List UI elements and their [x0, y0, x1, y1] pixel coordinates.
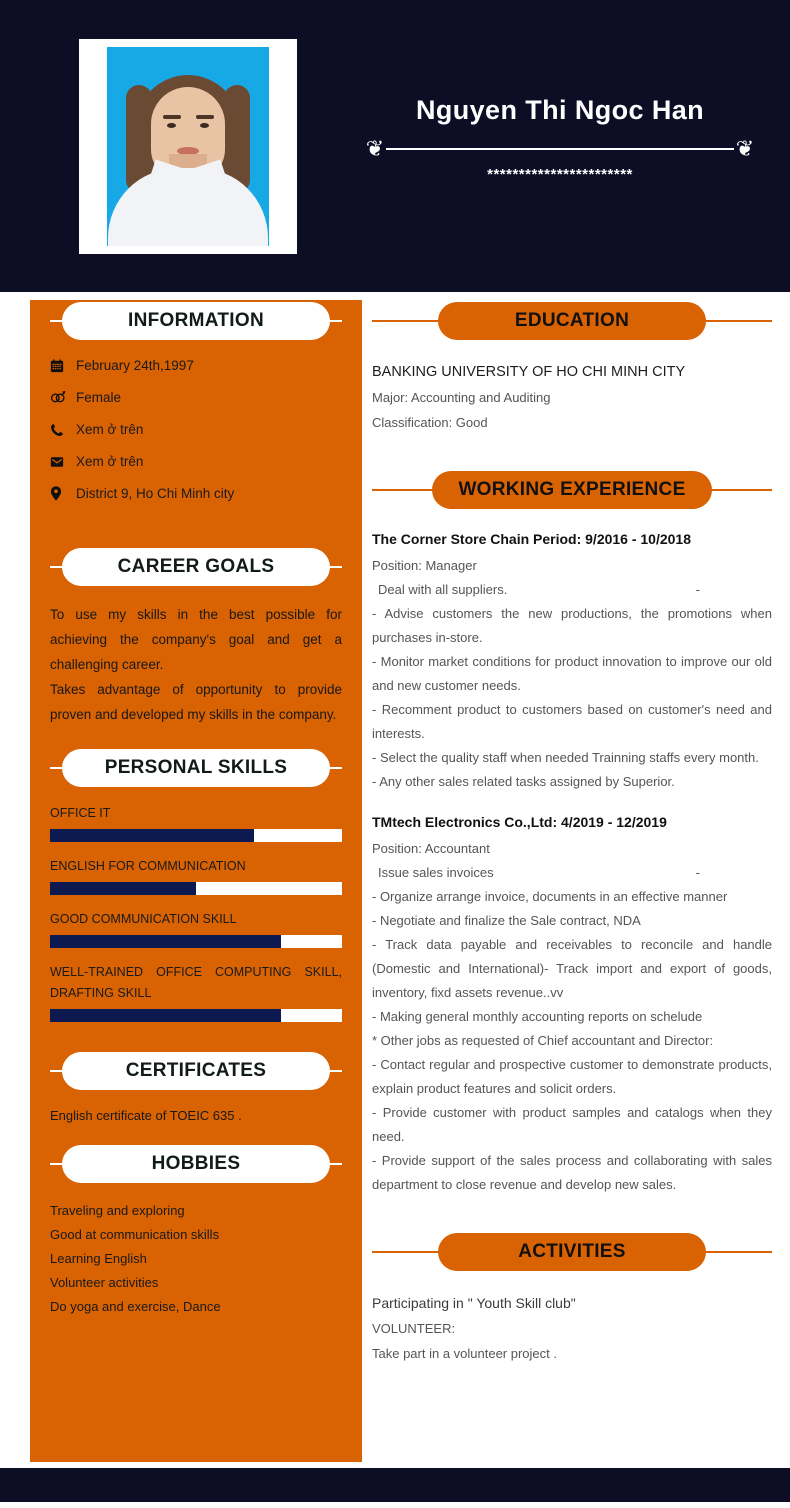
skill-bar-track — [50, 935, 342, 948]
gender-icon — [50, 390, 76, 405]
list-item: Good at communication skills — [50, 1227, 220, 1242]
job-duty: - Recomment product to customers based on customer's need and interests. — [372, 702, 772, 741]
info-row-email — [50, 454, 342, 469]
skill-item — [50, 803, 342, 842]
header-title-block — [350, 95, 770, 183]
skill-bar-fill — [50, 1009, 281, 1022]
job-duty: - Making general monthly accounting reports on schelude — [372, 1009, 703, 1024]
job-duty: - Any other sales related tasks assigned by Superior. — [372, 774, 675, 789]
activities-title: ACTIVITIES — [438, 1233, 706, 1271]
skill-item — [50, 909, 342, 948]
skill-bar-track — [50, 829, 342, 842]
main-column — [372, 300, 772, 1366]
job-duty: - Provide support of the sales process and collaborating with sales department to close revenue and develop new sales. — [372, 1153, 772, 1192]
information-title: INFORMATION — [62, 302, 330, 340]
job-duty: - Track data payable and receivables to reconcile and handle (Domestic and International)- Track import and export of goods, inventory, fixd assets revenue..vv — [372, 937, 772, 1000]
skill-bar-fill — [50, 829, 254, 842]
skill-label: GOOD COMMUNICATION SKILL — [50, 912, 237, 926]
job-position: Position: Accountant — [372, 841, 490, 856]
skill-label: ENGLISH FOR COMMUNICATION — [50, 859, 246, 873]
candidate-name: Nguyen Thi Ngoc Han — [415, 95, 705, 125]
skill-label: WELL-TRAINED OFFICE COMPUTING SKILL, DRAFTING SKILL — [50, 965, 342, 1000]
skill-bar-track — [50, 882, 342, 895]
information-list — [50, 358, 342, 501]
career-goals-paragraph-1: To use my skills in the best possible for achieving the company's goal and get a challenging career. — [50, 607, 342, 672]
phone-icon — [50, 423, 76, 437]
photo-brow-right — [196, 115, 214, 119]
activities-header — [372, 1231, 772, 1273]
section-career-goals — [30, 546, 362, 727]
section-information — [30, 300, 362, 501]
education-school: BANKING UNIVERSITY OF HO CHI MINH CITY — [372, 364, 686, 380]
section-education — [372, 300, 772, 435]
job-duty: - Contact regular and prospective customer to demonstrate products, explain product features and solicit orders. — [372, 1057, 772, 1096]
list-item: Traveling and exploring — [50, 1203, 185, 1218]
skill-bar-fill — [50, 882, 196, 895]
activities-body — [372, 1291, 772, 1366]
info-row-phone — [50, 422, 342, 437]
education-title: EDUCATION — [438, 302, 706, 340]
job-duty: - Select the quality staff when needed Trainning staffs every month. — [372, 750, 759, 765]
skill-label: OFFICE IT — [50, 806, 111, 820]
info-address-text: District 9, Ho Chi Minh city — [76, 486, 235, 501]
activities-line: Participating in " Youth Skill club" — [372, 1295, 576, 1311]
working-experience-header — [372, 469, 772, 511]
header-banner — [0, 0, 790, 292]
section-certificates — [30, 1050, 362, 1123]
section-personal-skills — [30, 747, 362, 1022]
photo-eye-right — [200, 123, 209, 128]
calendar-icon — [50, 359, 76, 373]
certificates-text: English certificate of TOEIC 635 . — [50, 1108, 242, 1123]
sidebar-panel — [30, 300, 362, 1462]
career-goals-paragraph-2: Takes advantage of opportunity to provide proven and developed my skills in the company. — [50, 682, 342, 722]
career-goals-header — [50, 546, 342, 588]
job-first-duty-trailing: - — [695, 582, 700, 597]
job-first-duty-text: Deal with all suppliers. — [378, 582, 508, 597]
star-separator: *********************** — [487, 166, 633, 183]
photo-eye-left — [167, 123, 176, 128]
divider-rule — [386, 148, 734, 150]
personal-skills-title: PERSONAL SKILLS — [62, 749, 330, 787]
list-item: Volunteer activities — [50, 1275, 159, 1290]
education-body — [372, 360, 772, 435]
education-header — [372, 300, 772, 342]
job-entry — [372, 810, 772, 1197]
information-header — [50, 300, 342, 342]
job-first-duty — [372, 861, 772, 885]
hobbies-list — [50, 1199, 342, 1319]
job-position: Position: Manager — [372, 558, 477, 573]
education-classification: Classification: Good — [372, 415, 488, 430]
job-duty: * Other jobs as requested of Chief accountant and Director: — [372, 1033, 714, 1048]
section-hobbies — [30, 1143, 362, 1319]
certificates-header — [50, 1050, 342, 1092]
job-duty: - Provide customer with product samples and catalogs when they need. — [372, 1105, 772, 1144]
list-item: Do yoga and exercise, Dance — [50, 1299, 221, 1314]
certificates-title: CERTIFICATES — [62, 1052, 330, 1090]
fleur-right-icon: ❦ — [735, 136, 755, 161]
job-duty: - Monitor market conditions for product innovation to improve our old and new customer needs. — [372, 654, 772, 693]
job-title: The Corner Store Chain Period: 9/2016 - 10/2018 — [372, 531, 692, 547]
info-gender-text: Female — [76, 390, 122, 405]
personal-skills-header — [50, 747, 342, 789]
career-goals-title: CAREER GOALS — [62, 548, 330, 586]
photo-brow-left — [163, 115, 181, 119]
list-item: Learning English — [50, 1251, 147, 1266]
hobbies-header — [50, 1143, 342, 1185]
info-birthday-text: February 24th,1997 — [76, 358, 194, 373]
activities-line: VOLUNTEER: — [372, 1321, 456, 1336]
job-first-duty — [372, 578, 772, 602]
section-activities — [372, 1231, 772, 1366]
skill-bar-track — [50, 1009, 342, 1022]
job-duty: - Organize arrange invoice, documents in an effective manner — [372, 889, 728, 904]
footer-bar — [0, 1468, 790, 1502]
hobbies-title: HOBBIES — [62, 1145, 330, 1183]
info-row-gender — [50, 390, 342, 405]
activities-line: Take part in a volunteer project . — [372, 1346, 557, 1361]
info-row-address — [50, 486, 342, 501]
skill-bar-fill — [50, 935, 281, 948]
job-duty: - Negotiate and finalize the Sale contract, NDA — [372, 913, 641, 928]
section-working-experience — [372, 469, 772, 1197]
working-experience-title: WORKING EXPERIENCE — [432, 471, 711, 509]
location-pin-icon — [50, 486, 76, 501]
skill-item — [50, 962, 342, 1022]
job-title: TMtech Electronics Co.,Ltd: 4/2019 - 12/2019 — [372, 814, 667, 830]
education-major: Major: Accounting and Auditing — [372, 390, 551, 405]
skill-item — [50, 856, 342, 895]
profile-photo-frame — [79, 39, 297, 254]
job-first-duty-text: Issue sales invoices — [378, 865, 494, 880]
job-duty: - Advise customers the new productions, the promotions when purchases in-store. — [372, 606, 772, 645]
envelope-icon — [50, 455, 76, 469]
info-phone-text: Xem ở trên — [76, 422, 144, 437]
info-email-text: Xem ở trên — [76, 454, 144, 469]
profile-photo — [107, 47, 269, 246]
job-first-duty-trailing: - — [695, 865, 700, 880]
info-row-birthday — [50, 358, 342, 373]
job-entry — [372, 527, 772, 794]
ornamental-divider — [360, 136, 760, 162]
fleur-left-icon: ❦ — [365, 136, 385, 161]
